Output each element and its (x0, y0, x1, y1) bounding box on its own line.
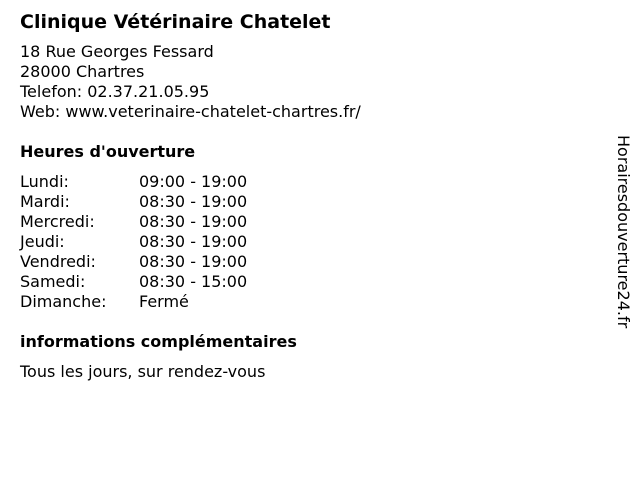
additional-info-text: Tous les jours, sur rendez-vous (20, 362, 266, 381)
time-range: 08:30 - 15:00 (139, 272, 248, 291)
website-line: Web: www.veterinaire-chatelet-chartres.fr/ (20, 102, 361, 121)
day-label: Lundi: (20, 172, 69, 191)
day-label: Mardi: (20, 192, 70, 211)
site-brand-watermark: Horairesdouverture24.fr (614, 135, 633, 329)
hours-row-monday (20, 172, 600, 192)
time-range: 08:30 - 19:00 (139, 192, 248, 211)
hours-row-saturday (20, 272, 600, 292)
day-label: Jeudi: (20, 232, 65, 251)
hours-row-thursday (20, 232, 600, 252)
additional-info-heading: informations complémentaires (20, 332, 297, 351)
hours-row-wednesday (20, 212, 600, 232)
address-street: 18 Rue Georges Fessard (20, 42, 214, 61)
hours-heading: Heures d'ouverture (20, 142, 196, 161)
time-range: 08:30 - 19:00 (139, 252, 248, 271)
clinic-address (20, 42, 600, 122)
time-range: 08:30 - 19:00 (139, 212, 248, 231)
hours-table (20, 172, 600, 312)
time-range: 08:30 - 19:00 (139, 232, 248, 251)
day-label: Dimanche: (20, 292, 107, 311)
hours-row-tuesday (20, 192, 600, 212)
hours-row-sunday (20, 292, 600, 312)
hours-row-friday (20, 252, 600, 272)
day-label: Samedi: (20, 272, 86, 291)
time-range: 09:00 - 19:00 (139, 172, 248, 191)
address-city: 28000 Chartres (20, 62, 145, 81)
phone-line: Telefon: 02.37.21.05.95 (20, 82, 210, 101)
time-range: Fermé (139, 292, 189, 311)
day-label: Mercredi: (20, 212, 95, 231)
clinic-info-panel (20, 10, 600, 382)
clinic-name: Clinique Vétérinaire Chatelet (20, 11, 331, 33)
day-label: Vendredi: (20, 252, 96, 271)
